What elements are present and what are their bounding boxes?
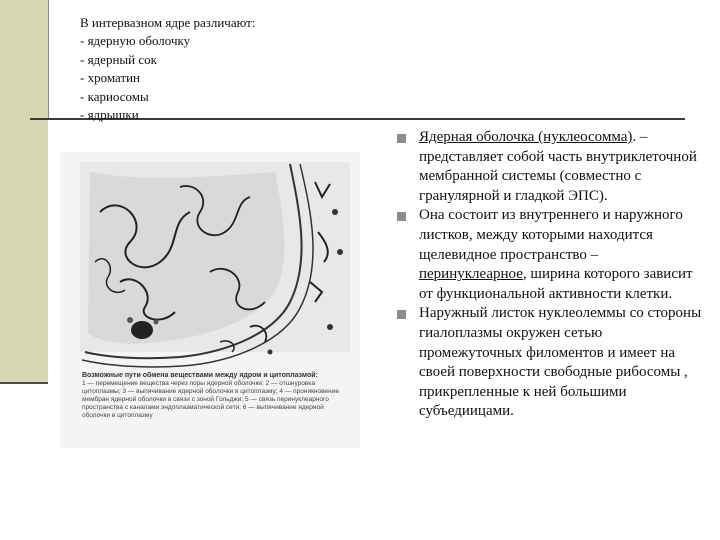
intro-item: - ядерный сок (80, 51, 157, 67)
bullet-text: , ширина которого зависит от функциональной активности клетки. (419, 266, 693, 302)
bullet-item (397, 304, 702, 422)
bullet-item (397, 206, 702, 304)
caption-body: 1 — перемещение вещества через поры ядерной оболочки; 2 — отшнуровка цитоплазмы; 3 — выпячивание ядерной оболочки в цитоплазму; 4 — проникновение мембран ядерной оболочки в связи с зоной Гольджи; 5 — связь перинуклеарного пространства с каналами эндоплазматической сети; 6 — выпячивание ядерной оболочки в цитоплазму (82, 380, 339, 419)
bullet-item (397, 128, 702, 206)
intro-block (80, 14, 255, 124)
intro-item: - кариосомы (80, 88, 149, 104)
bullet-text: Наружный листок нуклеолеммы со стороны гиалоплазмы окружен сетью промежуточных филоментов и имеет на своей поверхности свободные рибосомы , прикрепленные к ней большими субъедиицами. (419, 305, 702, 420)
square-bullet-icon (397, 212, 406, 221)
figure-caption (82, 372, 350, 420)
header-vertical-line (48, 0, 49, 118)
left-band-divider (0, 382, 48, 384)
bullet-text: Она состоит из внутреннего и наружного листков, между которыми находится щелевидное пространство – (419, 207, 683, 263)
square-bullet-icon (397, 134, 406, 143)
bullet-text: . – представляет собой часть внутриклеточной мембранной системы (совместно с гранулярной и гладкой ЭПС). (419, 129, 697, 204)
intro-item: - хроматин (80, 70, 140, 86)
intro-item: - ядерную оболочку (80, 33, 191, 49)
bullet-term: Ядерная оболочка (нуклеосомма) (419, 129, 633, 145)
nucleus-figure (60, 152, 360, 448)
bullet-term: перинуклеарное (419, 266, 523, 283)
caption-title: Возможные пути обмена веществами между ядром и цитоплазмой: (82, 372, 318, 379)
intro-item: - ядрышки (80, 107, 139, 123)
bullet-list (397, 128, 702, 422)
intro-heading: В интервазном ядре различают: (80, 15, 256, 30)
square-bullet-icon (397, 310, 406, 319)
left-decor-band (0, 0, 48, 382)
